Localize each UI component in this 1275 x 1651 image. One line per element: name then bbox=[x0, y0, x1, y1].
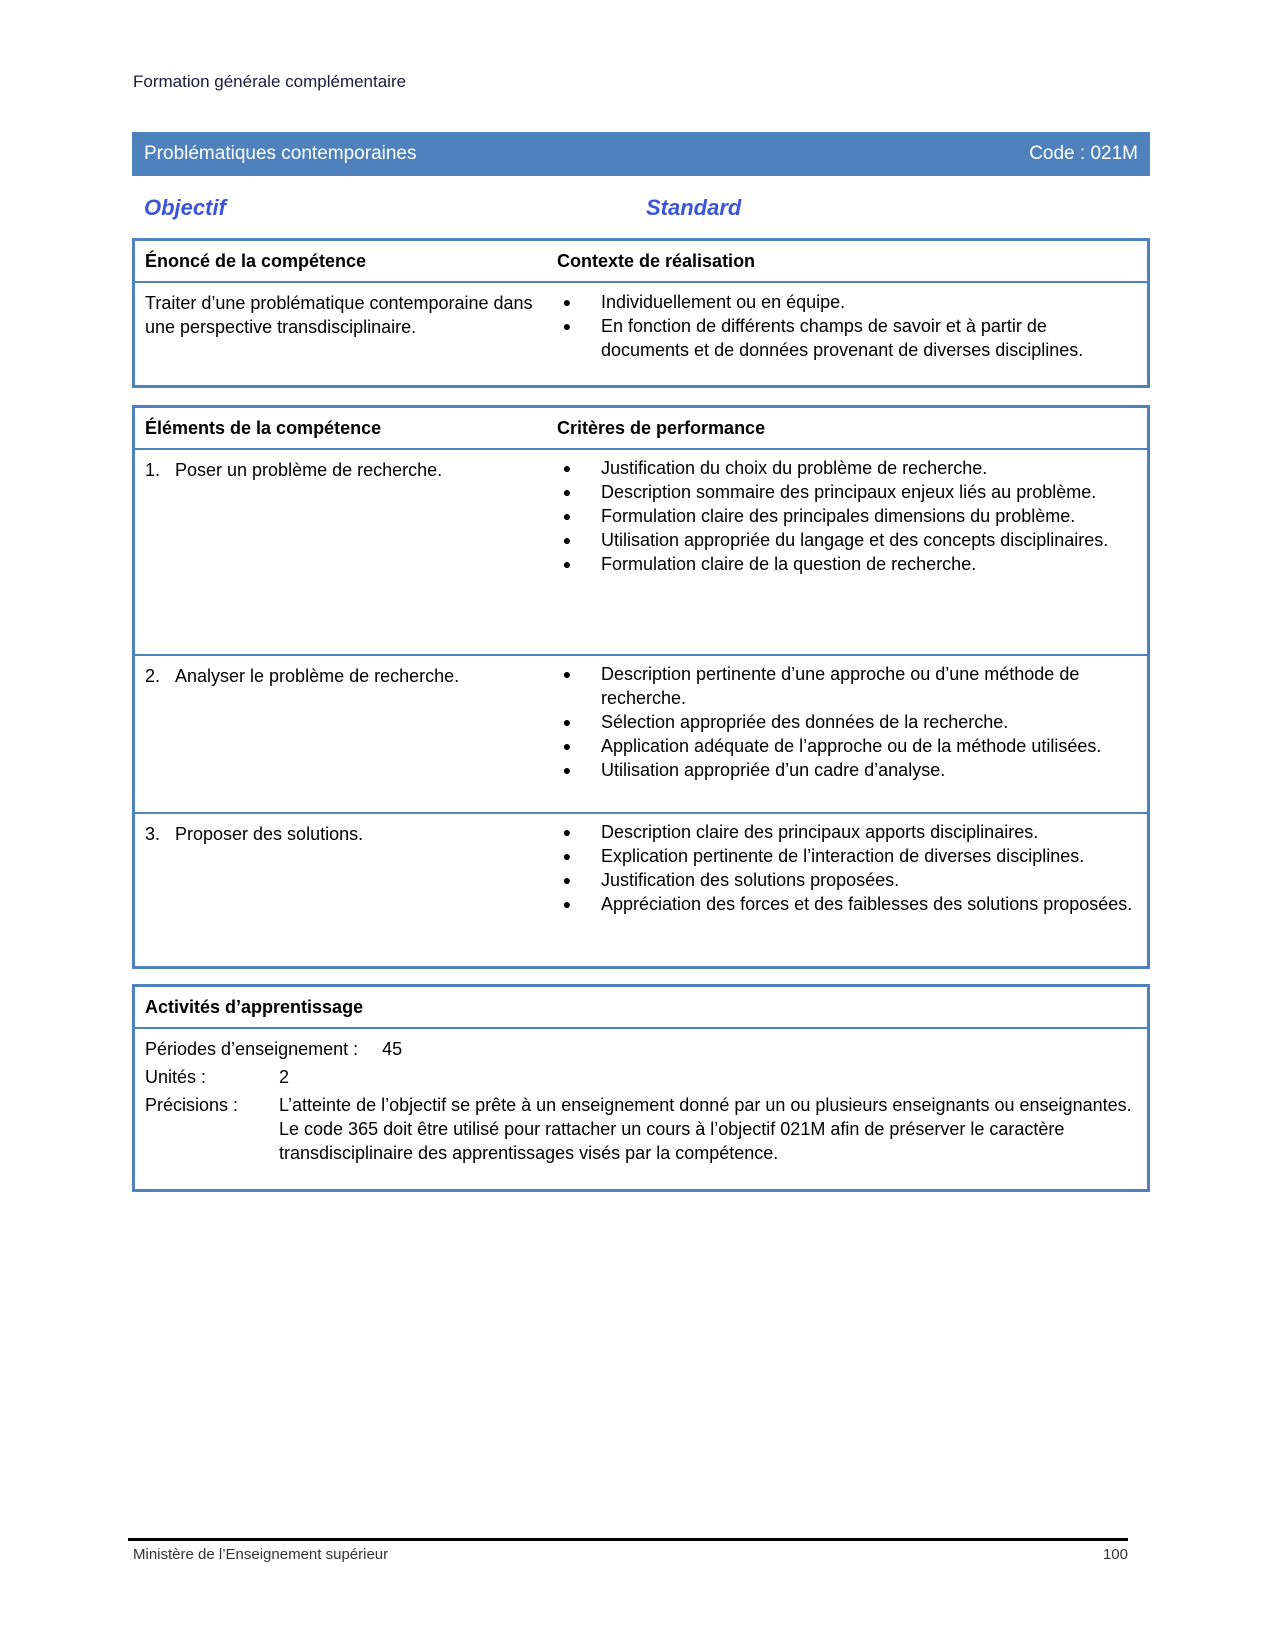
activities-heading: Activités d’apprentissage bbox=[135, 987, 1147, 1029]
course-title: Problématiques contemporaines bbox=[144, 143, 417, 164]
list-item: ● Formulation claire des principales dimensions du problème. bbox=[562, 506, 1076, 526]
list-item: ● Application adéquate de l’approche ou de la méthode utilisées. bbox=[562, 736, 1102, 756]
contexte-heading: Contexte de réalisation bbox=[557, 250, 756, 271]
enonce-heading: Énoncé de la compétence bbox=[145, 250, 367, 271]
bullet-icon: ● bbox=[562, 508, 572, 524]
precisions-text-1: L’atteinte de l’objectif se prête à un enseignement donné par un ou plusieurs enseignants ou enseignantes. bbox=[279, 1095, 1132, 1115]
criteria-list bbox=[557, 662, 1135, 782]
bullet-icon: ● bbox=[562, 484, 572, 500]
unites-value: 2 bbox=[279, 1067, 290, 1087]
precisions-label: Précisions : bbox=[145, 1095, 239, 1115]
list-item: ● Explication pertinente de l’interaction de diverses disciplines. bbox=[562, 846, 1085, 866]
list-item: ● Appréciation des forces et des faiblesses des solutions proposées. bbox=[562, 894, 1133, 914]
bullet-icon: ● bbox=[562, 824, 572, 840]
activities-table bbox=[132, 984, 1150, 1192]
list-item: ● Sélection appropriée des données de la recherche. bbox=[562, 712, 1009, 732]
list-item: ● Utilisation appropriée d’un cadre d’analyse. bbox=[562, 760, 946, 780]
table-row bbox=[135, 656, 1147, 814]
objective-heading: Objectif bbox=[144, 195, 226, 220]
bullet-icon: ● bbox=[562, 714, 572, 730]
element-label: 3. Proposer des solutions. bbox=[145, 824, 364, 844]
list-item: ● Description sommaire des principaux enjeux liés au problème. bbox=[562, 482, 1097, 502]
criteria-list bbox=[557, 456, 1135, 576]
bullet-icon: ● bbox=[562, 872, 572, 888]
table-row bbox=[135, 814, 1147, 970]
list-item: ● En fonction de différents champs de savoir et à partir de documents et de données provenant de diverses disciplines. bbox=[562, 316, 1084, 360]
bullet-icon: ● bbox=[562, 294, 572, 310]
element-label: 1. Poser un problème de recherche. bbox=[145, 460, 443, 480]
bullet-icon: ● bbox=[562, 666, 572, 682]
bullet-icon: ● bbox=[562, 556, 572, 572]
bullet-icon: ● bbox=[562, 532, 572, 548]
contexte-list bbox=[557, 290, 1135, 362]
course-code: Code : 021M bbox=[1029, 143, 1138, 164]
bullet-icon: ● bbox=[562, 460, 572, 476]
enonce-text: Traiter d’une problématique contemporaine dans une perspective transdisciplinaire. bbox=[145, 293, 533, 337]
course-title-bar bbox=[132, 132, 1150, 176]
list-item: ● Justification du choix du problème de recherche. bbox=[562, 458, 988, 478]
bullet-icon: ● bbox=[562, 318, 572, 334]
list-item: ● Formulation claire de la question de recherche. bbox=[562, 554, 977, 574]
bullet-icon: ● bbox=[562, 738, 572, 754]
elements-table bbox=[132, 405, 1150, 969]
element-label: 2. Analyser le problème de recherche. bbox=[145, 666, 460, 686]
unites-label: Unités : bbox=[145, 1067, 207, 1087]
list-item: ● Description pertinente d’une approche ou d’une méthode de recherche. bbox=[562, 664, 1080, 708]
periodes-label: Périodes d’enseignement : bbox=[145, 1039, 359, 1059]
standard-heading: Standard bbox=[646, 195, 742, 220]
list-item: ● Individuellement ou en équipe. bbox=[562, 292, 846, 312]
bullet-icon: ● bbox=[562, 762, 572, 778]
periodes-line bbox=[145, 1035, 1137, 1061]
criteres-heading: Critères de performance bbox=[557, 417, 766, 438]
elements-heading: Éléments de la compétence bbox=[145, 417, 382, 438]
table-row bbox=[135, 450, 1147, 656]
bullet-icon: ● bbox=[562, 896, 572, 912]
competence-table bbox=[132, 238, 1150, 388]
precisions-line bbox=[145, 1093, 1137, 1165]
competence-header-row bbox=[135, 241, 1147, 283]
periodes-value: 45 bbox=[382, 1039, 403, 1059]
elements-header-row bbox=[135, 408, 1147, 450]
footer-ministry: Ministère de l’Enseignement supérieur bbox=[133, 1546, 389, 1563]
footer-divider bbox=[128, 1538, 1128, 1541]
bullet-icon: ● bbox=[562, 848, 572, 864]
page-number: 100 bbox=[1102, 1546, 1128, 1563]
competence-row bbox=[135, 283, 1147, 368]
criteria-list bbox=[557, 820, 1135, 916]
unites-line bbox=[145, 1065, 1137, 1089]
list-item: ● Justification des solutions proposées. bbox=[562, 870, 900, 890]
list-item: ● Description claire des principaux apports disciplinaires. bbox=[562, 822, 1039, 842]
activities-body bbox=[135, 1029, 1147, 1173]
document-series-label: Formation générale complémentaire bbox=[133, 72, 407, 91]
precisions-text-2: Le code 365 doit être utilisé pour rattacher un cours à l’objectif 021M afin de préserver le caractère transdisciplinaire des apprentissages visés par la compétence. bbox=[279, 1119, 1065, 1163]
list-item: ● Utilisation appropriée du langage et des concepts disciplinaires. bbox=[562, 530, 1109, 550]
